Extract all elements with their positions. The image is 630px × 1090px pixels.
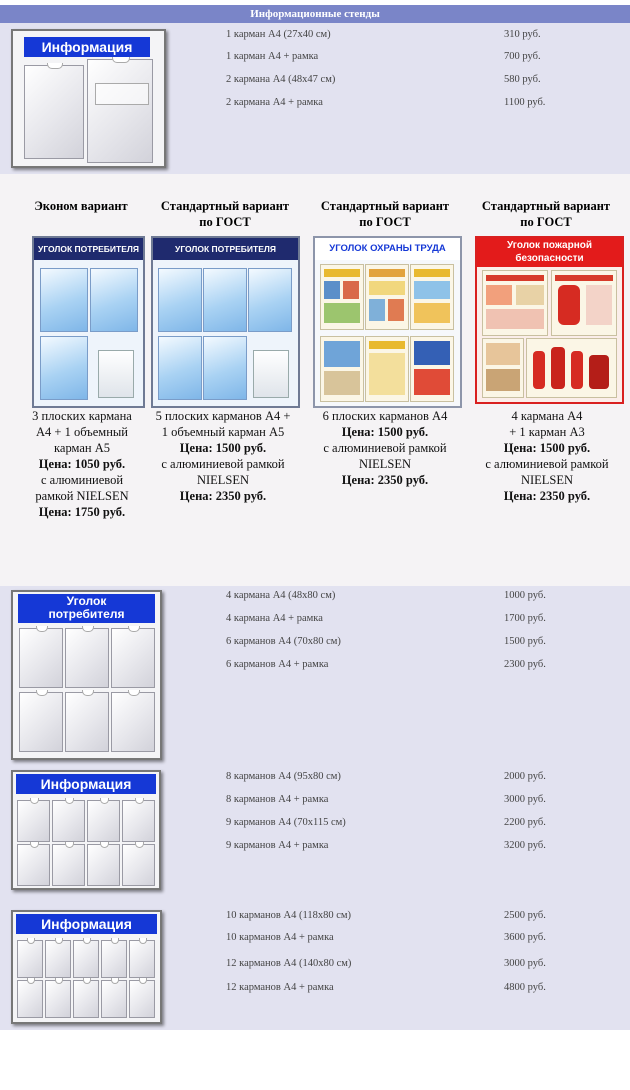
poster [365, 336, 409, 402]
stand-title: Информация [24, 37, 150, 57]
product-title: Стандартный вариант по ГОСТ [481, 199, 611, 229]
product-description: 5 плоских карманов А4 + 1 объемный карман А5 Цена: 1500 руб. с алюминиевой рамкой NIELSEN Цена: 2350 руб. [155, 409, 291, 503]
pocket [111, 692, 155, 752]
board-title: УГОЛОК ОХРАНЫ ТРУДА [315, 238, 460, 260]
pocket [122, 800, 155, 842]
pocket [87, 844, 120, 886]
pocket [87, 800, 120, 842]
pocket [40, 268, 88, 332]
poster [320, 336, 364, 402]
pocket [73, 980, 99, 1018]
product-image-3[interactable] [313, 236, 462, 408]
product-price: Цена: 1500 руб. [179, 441, 267, 455]
pocket [17, 980, 43, 1018]
pocket [19, 692, 63, 752]
product-description: 3 плоских кармана А4 + 1 объемный карман А5 Цена: 1050 руб. с алюминиевой рамкой NIELSEN Цена: 1750 руб. [32, 409, 132, 519]
pocket [45, 980, 71, 1018]
pocket [73, 940, 99, 978]
product-image-4[interactable] [475, 236, 624, 404]
product-image-2[interactable] [151, 236, 300, 408]
board-title: Уголок пожарной безопасности [477, 238, 622, 267]
poster [410, 264, 454, 330]
products-band [0, 174, 630, 586]
pocket [158, 268, 202, 332]
pocket [40, 336, 88, 400]
stand-title: Уголок потребителя [18, 594, 155, 623]
pocket [17, 800, 50, 842]
pocket [90, 268, 138, 332]
product-title: Стандартный вариант по ГОСТ [320, 199, 450, 229]
pocket [203, 336, 247, 400]
poster [526, 338, 617, 398]
stand-title: Информация [16, 914, 157, 934]
poster [365, 264, 409, 330]
product-price-frame: Цена: 2350 руб. [179, 489, 267, 503]
poster [410, 336, 454, 402]
pocket [17, 940, 43, 978]
pocket [111, 628, 155, 688]
poster [551, 270, 617, 336]
pocket [122, 844, 155, 886]
product-price-frame: Цена: 2350 руб. [503, 489, 591, 503]
pocket [87, 59, 153, 163]
poster [482, 338, 524, 398]
pocket [52, 800, 85, 842]
pocket [17, 844, 50, 886]
product-price-frame: Цена: 1750 руб. [38, 505, 126, 519]
product-price: Цена: 1500 руб. [341, 425, 429, 439]
product-title: Эконом вариант [34, 199, 128, 213]
poster [320, 264, 364, 330]
stand-image-3[interactable] [11, 770, 161, 890]
pocket [101, 980, 127, 1018]
product-price: Цена: 1500 руб. [503, 441, 591, 455]
pocket [158, 336, 202, 400]
product-description: 4 кармана А4 + 1 карман А3 Цена: 1500 руб. с алюминиевой рамкой NIELSEN Цена: 2350 руб. [485, 409, 609, 503]
price-section-2: Уголок потребителя 4 кармана А4 (48х80 см) 1000 руб. 4 кармана А4 + рамка 1700 руб. 6 карманов А4 (70х80 см) 1500 руб. 6 карманов А4 + рамка 2300 руб. Информация 8 карманов А4 (95х80 см) 2000 руб. 8 карманов А4 + рамка 3000 руб. 9 карманов А4 (70х115 см) 2200 руб. 9 карманов А4 + рамка 3200 руб. Информация 10 карманов А4 (118х80 см) 2500 руб. 10 карманов А4 + рамка 3600 руб. 12 карманов А4 (140х80 см) 3000 руб. 12 карманов А4 + рамка 4800 руб. [0, 586, 630, 1030]
pocket [203, 268, 247, 332]
stand-image-1[interactable] [11, 29, 166, 168]
price-section-1: Информация 1 карман А4 (27х40 см) 310 руб. 1 карман А4 + рамка 700 руб. 2 кармана А4 (48х47 см) 580 руб. 2 кармана А4 + рамка 1100 руб. [0, 23, 630, 174]
poster [482, 270, 548, 336]
pocket [248, 268, 292, 332]
pocket [24, 65, 84, 159]
pocket [129, 940, 155, 978]
page-header: Информационные стенды [0, 5, 630, 23]
product-image-1[interactable] [32, 236, 145, 408]
product-title: Стандартный вариант по ГОСТ [160, 199, 290, 229]
pocket [52, 844, 85, 886]
stand-title: Информация [16, 774, 156, 794]
stand-image-4[interactable] [11, 910, 162, 1024]
pocket-shelf [95, 83, 149, 105]
pocket [101, 940, 127, 978]
product-price: Цена: 1050 руб. [38, 457, 126, 471]
stand-image-2[interactable] [11, 590, 162, 760]
pocket [253, 350, 289, 398]
pocket [65, 628, 109, 688]
board-title: УГОЛОК ПОТРЕБИТЕЛЯ [153, 238, 298, 260]
pocket [98, 350, 134, 398]
board-title: УГОЛОК ПОТРЕБИТЕЛЯ [34, 238, 143, 260]
pocket [45, 940, 71, 978]
product-description: 6 плоских карманов А4 Цена: 1500 руб. с алюминиевой рамкой NIELSEN Цена: 2350 руб. [322, 409, 448, 487]
pocket [65, 692, 109, 752]
pocket [19, 628, 63, 688]
pocket [129, 980, 155, 1018]
product-price-frame: Цена: 2350 руб. [341, 473, 429, 487]
